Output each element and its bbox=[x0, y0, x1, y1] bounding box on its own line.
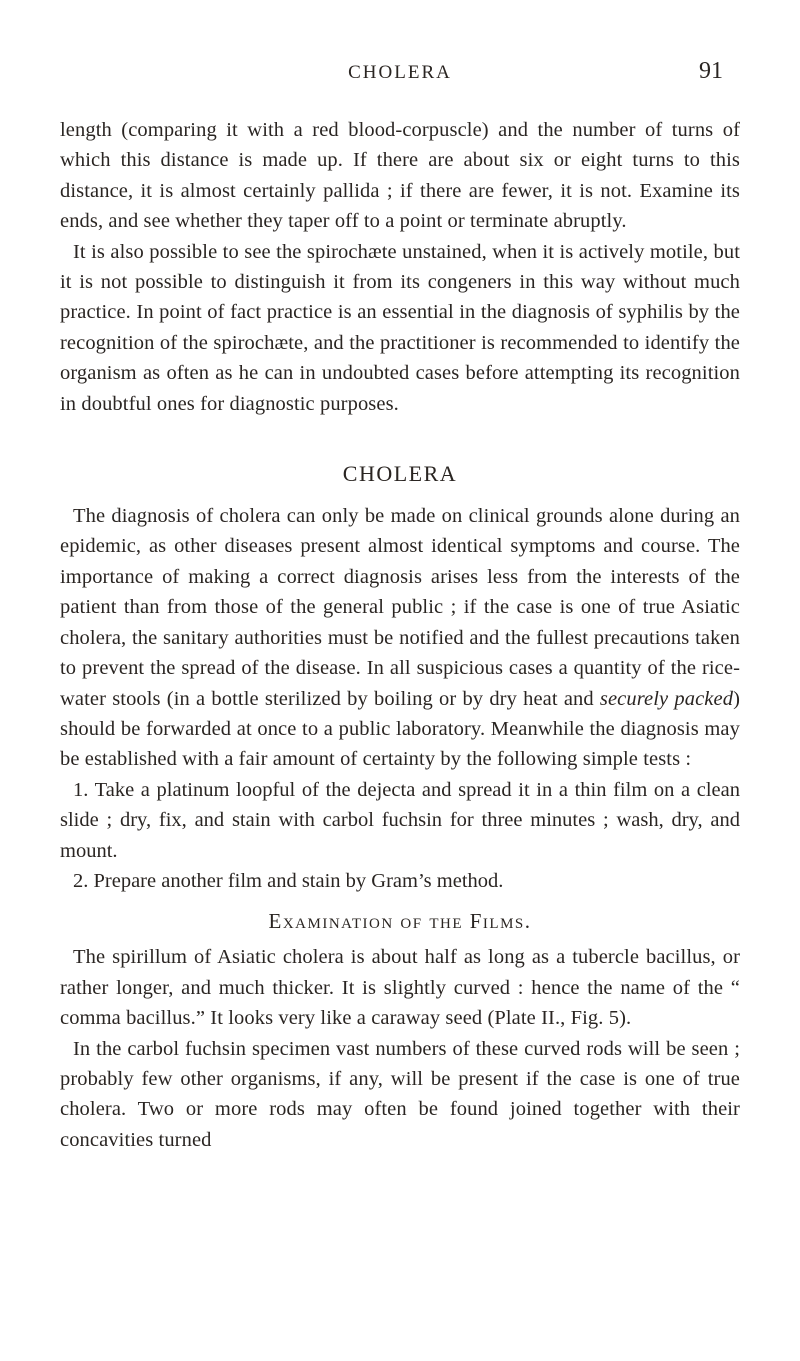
list-item-step-2: 2. Prepare another film and stain by Gram’s method. bbox=[73, 869, 504, 892]
emphasis-securely-packed: securely packed bbox=[599, 687, 734, 710]
paragraph-cholera-1 bbox=[60, 501, 740, 775]
section-title-cholera: CHOLERA bbox=[342, 461, 458, 487]
paragraph-cholera-1-part-b: ) should be forwarded at once to a public laboratory. Meanwhile the diagnosis may be established with a fair amount of certainty by the following simple tests : bbox=[60, 687, 740, 771]
page-number: 91 bbox=[699, 58, 723, 84]
subsection-title-examination: Examination of the Films. bbox=[268, 909, 532, 934]
paragraph-syphilis-1: length (comparing it with a red blood-corpuscle) and the number of turns of which this distance is made up. If there are about six or eight turns to this distance, it is almost certainly pallida ; if there are fewer, it is not. Examine its ends, and see whether they taper off to a point or terminate abruptly. bbox=[60, 119, 740, 233]
running-title: CHOLERA bbox=[348, 62, 452, 83]
paragraph-cholera-1-part-a: The diagnosis of cholera can only be made on clinical grounds alone during an epidemic, as other diseases present almost identical symptoms and course. The importance of making a correct diagnosis arises less from the interests of the patient than from those of the general public ; if the case is one of true Asiatic cholera, the sanitary authorities must be notified and the fullest precautions taken to prevent the spread of the disease. In all suspicious cases a quantity of the rice-water stools (in a bottle sterilized by boiling or by dry heat and bbox=[60, 505, 740, 710]
paragraph-examination-1: The spirillum of Asiatic cholera is about half as long as a tubercle bacillus, or rather longer, and much thicker. It is slightly curved : hence the name of the “ comma bacillus.” It looks very like a caraway seed (Plate II., Fig. 5). bbox=[60, 946, 740, 1030]
page-body bbox=[60, 115, 740, 1155]
paragraph-syphilis-2: It is also possible to see the spirochæte unstained, when it is actively motile, but it is not possible to distinguish it from its congeners in this way without much practice. In point of fact practice is an essential in the diagnosis of syphilis by the recognition of the spirochæte, and the practitioner is recommended to identify the organism as often as he can in undoubted cases before attempting its recognition in doubtful ones for diagnostic purposes. bbox=[60, 240, 740, 415]
paragraph-examination-2: In the carbol fuchsin specimen vast numbers of these curved rods will be seen ; probably few other organisms, if any, will be present if the case is one of true cholera. Two or more rods may often be found joined together with their concavities turned bbox=[60, 1037, 740, 1151]
list-item-step-1: 1. Take a platinum loopful of the dejecta and spread it in a thin film on a clean slide ; dry, fix, and stain with carbol fuchsin for three minutes ; wash, dry, and mount. bbox=[60, 778, 740, 862]
running-head bbox=[0, 58, 800, 92]
